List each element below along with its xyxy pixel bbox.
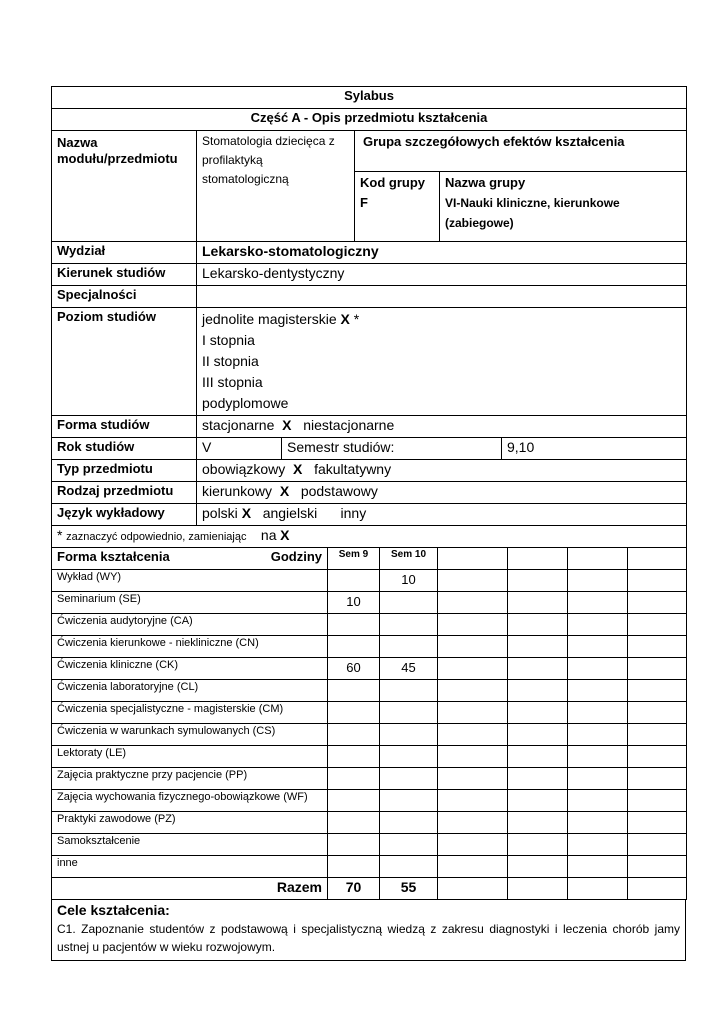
footnote: * zaznaczyć odpowiednio, zamieniając na X	[52, 526, 687, 548]
table-row	[52, 592, 687, 614]
empty-cell	[628, 812, 687, 834]
empty-header-cell	[438, 548, 508, 570]
specializations-value	[197, 286, 687, 308]
syllabus-header-table	[51, 86, 687, 242]
empty-cell	[508, 680, 568, 702]
group-name-value: VI-Nauki kliniczne, kierunkowe (zabiegowe)	[445, 196, 620, 231]
empty-cell	[628, 636, 687, 658]
empty-cell	[568, 724, 628, 746]
faculty-value: Lekarsko-stomatologiczny	[197, 242, 687, 264]
footnote-text: zaznaczyć odpowiednio, zamieniając	[66, 531, 247, 543]
hours-sem10	[380, 790, 438, 812]
empty-cell	[628, 658, 687, 680]
form-name: Wykład (WY)	[52, 570, 328, 592]
empty-cell	[508, 834, 568, 856]
table-row	[52, 834, 687, 856]
empty-cell	[438, 768, 508, 790]
language-options: polski X angielski inny	[197, 504, 687, 526]
empty-cell	[508, 614, 568, 636]
hours-sem9: 60	[328, 658, 380, 680]
level-option-master: jednolite magisterskie X *	[202, 311, 360, 327]
hours-sem9	[328, 724, 380, 746]
empty-cell	[508, 856, 568, 878]
form-name: Lektoraty (LE)	[52, 746, 328, 768]
empty-cell	[568, 834, 628, 856]
empty-cell	[628, 856, 687, 878]
hours-sem10	[380, 812, 438, 834]
empty-cell	[438, 592, 508, 614]
empty-cell	[568, 790, 628, 812]
total-sem10: 55	[380, 878, 438, 900]
hours-sem9	[328, 636, 380, 658]
empty-cell	[568, 614, 628, 636]
hours-sem10	[380, 724, 438, 746]
study-form-label: Forma studiów	[52, 416, 197, 438]
hours-sem9	[328, 746, 380, 768]
study-info-table	[51, 241, 687, 548]
empty-cell	[628, 614, 687, 636]
faculty-label: Wydział	[52, 242, 197, 264]
group-code-value: F	[360, 195, 368, 211]
empty-cell	[568, 658, 628, 680]
table-row	[52, 636, 687, 658]
hours-sem9	[328, 570, 380, 592]
forms-body	[52, 570, 687, 878]
form-name: Seminarium (SE)	[52, 592, 328, 614]
empty-cell	[508, 636, 568, 658]
empty-cell	[438, 856, 508, 878]
empty-cell	[628, 680, 687, 702]
total-sem9: 70	[328, 878, 380, 900]
empty-cell	[508, 768, 568, 790]
empty-cell	[568, 636, 628, 658]
hours-sem10	[380, 702, 438, 724]
empty-header-cell	[568, 548, 628, 570]
document-subtitle: Część A - Opis przedmiotu kształcenia	[52, 109, 687, 131]
sem10-header: Sem 10	[380, 548, 438, 570]
empty-cell	[438, 702, 508, 724]
empty-cell	[438, 790, 508, 812]
goals-cell	[52, 900, 686, 961]
empty-cell	[628, 834, 687, 856]
selected-mark: X	[340, 311, 350, 327]
empty-total-cell	[628, 878, 687, 900]
module-name-value: Stomatologia dziecięca z profilaktyką stomatologiczną	[197, 131, 355, 242]
empty-header-cell	[508, 548, 568, 570]
language-label: Język wykładowy	[52, 504, 197, 526]
empty-cell	[438, 680, 508, 702]
selected-mark: X	[279, 483, 290, 499]
study-level-label: Poziom studiów	[52, 308, 197, 416]
hours-sem9	[328, 790, 380, 812]
empty-cell	[438, 614, 508, 636]
study-level-options	[197, 308, 687, 416]
table-row	[52, 856, 687, 878]
level-option-second: II stopnia	[202, 353, 259, 369]
empty-cell	[508, 702, 568, 724]
hours-sem10	[380, 768, 438, 790]
table-row	[52, 614, 687, 636]
hours-sem9	[328, 614, 380, 636]
forms-header-label: Forma kształcenia	[57, 549, 170, 564]
empty-cell	[568, 856, 628, 878]
empty-cell	[508, 592, 568, 614]
group-code-cell	[355, 172, 440, 242]
empty-cell	[568, 746, 628, 768]
form-name: Ćwiczenia laboratoryjne (CL)	[52, 680, 328, 702]
empty-header-cell	[628, 548, 687, 570]
level-option-first: I stopnia	[202, 332, 255, 348]
level-option-postgraduate: podyplomowe	[202, 395, 289, 411]
hours-sem10	[380, 592, 438, 614]
study-form-options: stacjonarne X niestacjonarne	[197, 416, 687, 438]
table-row	[52, 790, 687, 812]
specializations-label: Specjalności	[52, 286, 197, 308]
form-name: Samokształcenie	[52, 834, 328, 856]
empty-cell	[438, 812, 508, 834]
hours-sem9	[328, 856, 380, 878]
goals-text: C1. Zapoznanie studentów z podstawową i specjalistyczną wiedzą z zakresu diagnostyki i leczenia chorób jamy ustnej u pacjentów w wieku rozwojowym.	[57, 921, 680, 954]
hours-sem10: 10	[380, 570, 438, 592]
empty-cell	[438, 570, 508, 592]
semester-value: 9,10	[502, 438, 687, 460]
sem9-header: Sem 9	[328, 548, 380, 570]
empty-cell	[568, 570, 628, 592]
empty-cell	[438, 636, 508, 658]
empty-total-cell	[438, 878, 508, 900]
empty-cell	[628, 592, 687, 614]
hours-sem9	[328, 680, 380, 702]
hours-sem10	[380, 834, 438, 856]
table-row	[52, 768, 687, 790]
hours-sem10: 45	[380, 658, 438, 680]
empty-cell	[438, 834, 508, 856]
empty-cell	[568, 592, 628, 614]
hours-sem10	[380, 680, 438, 702]
group-label: Grupa szczegółowych efektów kształcenia	[355, 131, 687, 172]
empty-cell	[508, 812, 568, 834]
study-year-value: V	[197, 438, 282, 460]
hours-sem9	[328, 768, 380, 790]
table-row	[52, 570, 687, 592]
group-name-label: Nazwa grupy	[445, 175, 526, 191]
empty-cell	[628, 746, 687, 768]
empty-total-cell	[568, 878, 628, 900]
selected-mark: X	[282, 417, 292, 433]
form-name: Ćwiczenia kierunkowe - niekliniczne (CN)	[52, 636, 328, 658]
semester-label: Semestr studiów:	[282, 438, 502, 460]
subject-type-label: Typ przedmiotu	[52, 460, 197, 482]
empty-cell	[628, 790, 687, 812]
empty-cell	[628, 570, 687, 592]
table-row	[52, 812, 687, 834]
teaching-forms-table	[51, 547, 687, 900]
hours-sem9	[328, 834, 380, 856]
hours-sem10	[380, 636, 438, 658]
form-name: Zajęcia wychowania fizycznego-obowiązkowe (WF)	[52, 790, 328, 812]
subject-type-options: obowiązkowy X fakultatywny	[197, 460, 687, 482]
group-name-cell	[440, 172, 687, 242]
goals-label: Cele kształcenia:	[57, 902, 170, 918]
hours-sem9	[328, 812, 380, 834]
form-name: Ćwiczenia w warunkach symulowanych (CS)	[52, 724, 328, 746]
table-row	[52, 702, 687, 724]
forms-header-cell	[52, 548, 328, 570]
table-row	[52, 680, 687, 702]
total-label: Razem	[52, 878, 328, 900]
empty-cell	[628, 768, 687, 790]
hours-label: Godziny	[270, 549, 322, 564]
group-code-label: Kod grupy	[360, 175, 425, 191]
footnote-star: *	[353, 311, 360, 327]
subject-kind-options: kierunkowy X podstawowy	[197, 482, 687, 504]
empty-cell	[438, 746, 508, 768]
level-option-third: III stopnia	[202, 374, 263, 390]
subject-kind-label: Rodzaj przedmiotu	[52, 482, 197, 504]
module-name-label: Nazwa modułu/przedmiotu	[52, 131, 197, 242]
study-year-label: Rok studiów	[52, 438, 197, 460]
table-row	[52, 746, 687, 768]
empty-cell	[508, 746, 568, 768]
empty-cell	[568, 702, 628, 724]
form-name: Zajęcia praktyczne przy pacjencie (PP)	[52, 768, 328, 790]
form-name: Ćwiczenia specjalistyczne - magisterskie (CM)	[52, 702, 328, 724]
syllabus-document	[51, 86, 686, 961]
empty-cell	[508, 790, 568, 812]
field-of-study-value: Lekarsko-dentystyczny	[197, 264, 687, 286]
table-row	[52, 724, 687, 746]
empty-cell	[628, 724, 687, 746]
hours-sem10	[380, 746, 438, 768]
form-name: Ćwiczenia audytoryjne (CA)	[52, 614, 328, 636]
hours-sem9	[328, 702, 380, 724]
empty-cell	[438, 658, 508, 680]
empty-cell	[508, 570, 568, 592]
footnote-star: *	[57, 527, 63, 543]
hours-sem10	[380, 856, 438, 878]
empty-total-cell	[508, 878, 568, 900]
form-name: inne	[52, 856, 328, 878]
empty-cell	[438, 724, 508, 746]
empty-cell	[508, 724, 568, 746]
empty-cell	[508, 658, 568, 680]
form-name: Ćwiczenia kliniczne (CK)	[52, 658, 328, 680]
selected-mark: X	[293, 461, 303, 477]
goals-table	[51, 899, 686, 961]
document-title: Sylabus	[52, 87, 687, 109]
empty-cell	[568, 768, 628, 790]
footnote-mark: X	[280, 527, 290, 543]
empty-cell	[628, 702, 687, 724]
form-name: Praktyki zawodowe (PZ)	[52, 812, 328, 834]
selected-mark: X	[241, 505, 252, 521]
table-row	[52, 658, 687, 680]
field-of-study-label: Kierunek studiów	[52, 264, 197, 286]
empty-cell	[568, 680, 628, 702]
hours-sem9: 10	[328, 592, 380, 614]
empty-cell	[568, 812, 628, 834]
hours-sem10	[380, 614, 438, 636]
